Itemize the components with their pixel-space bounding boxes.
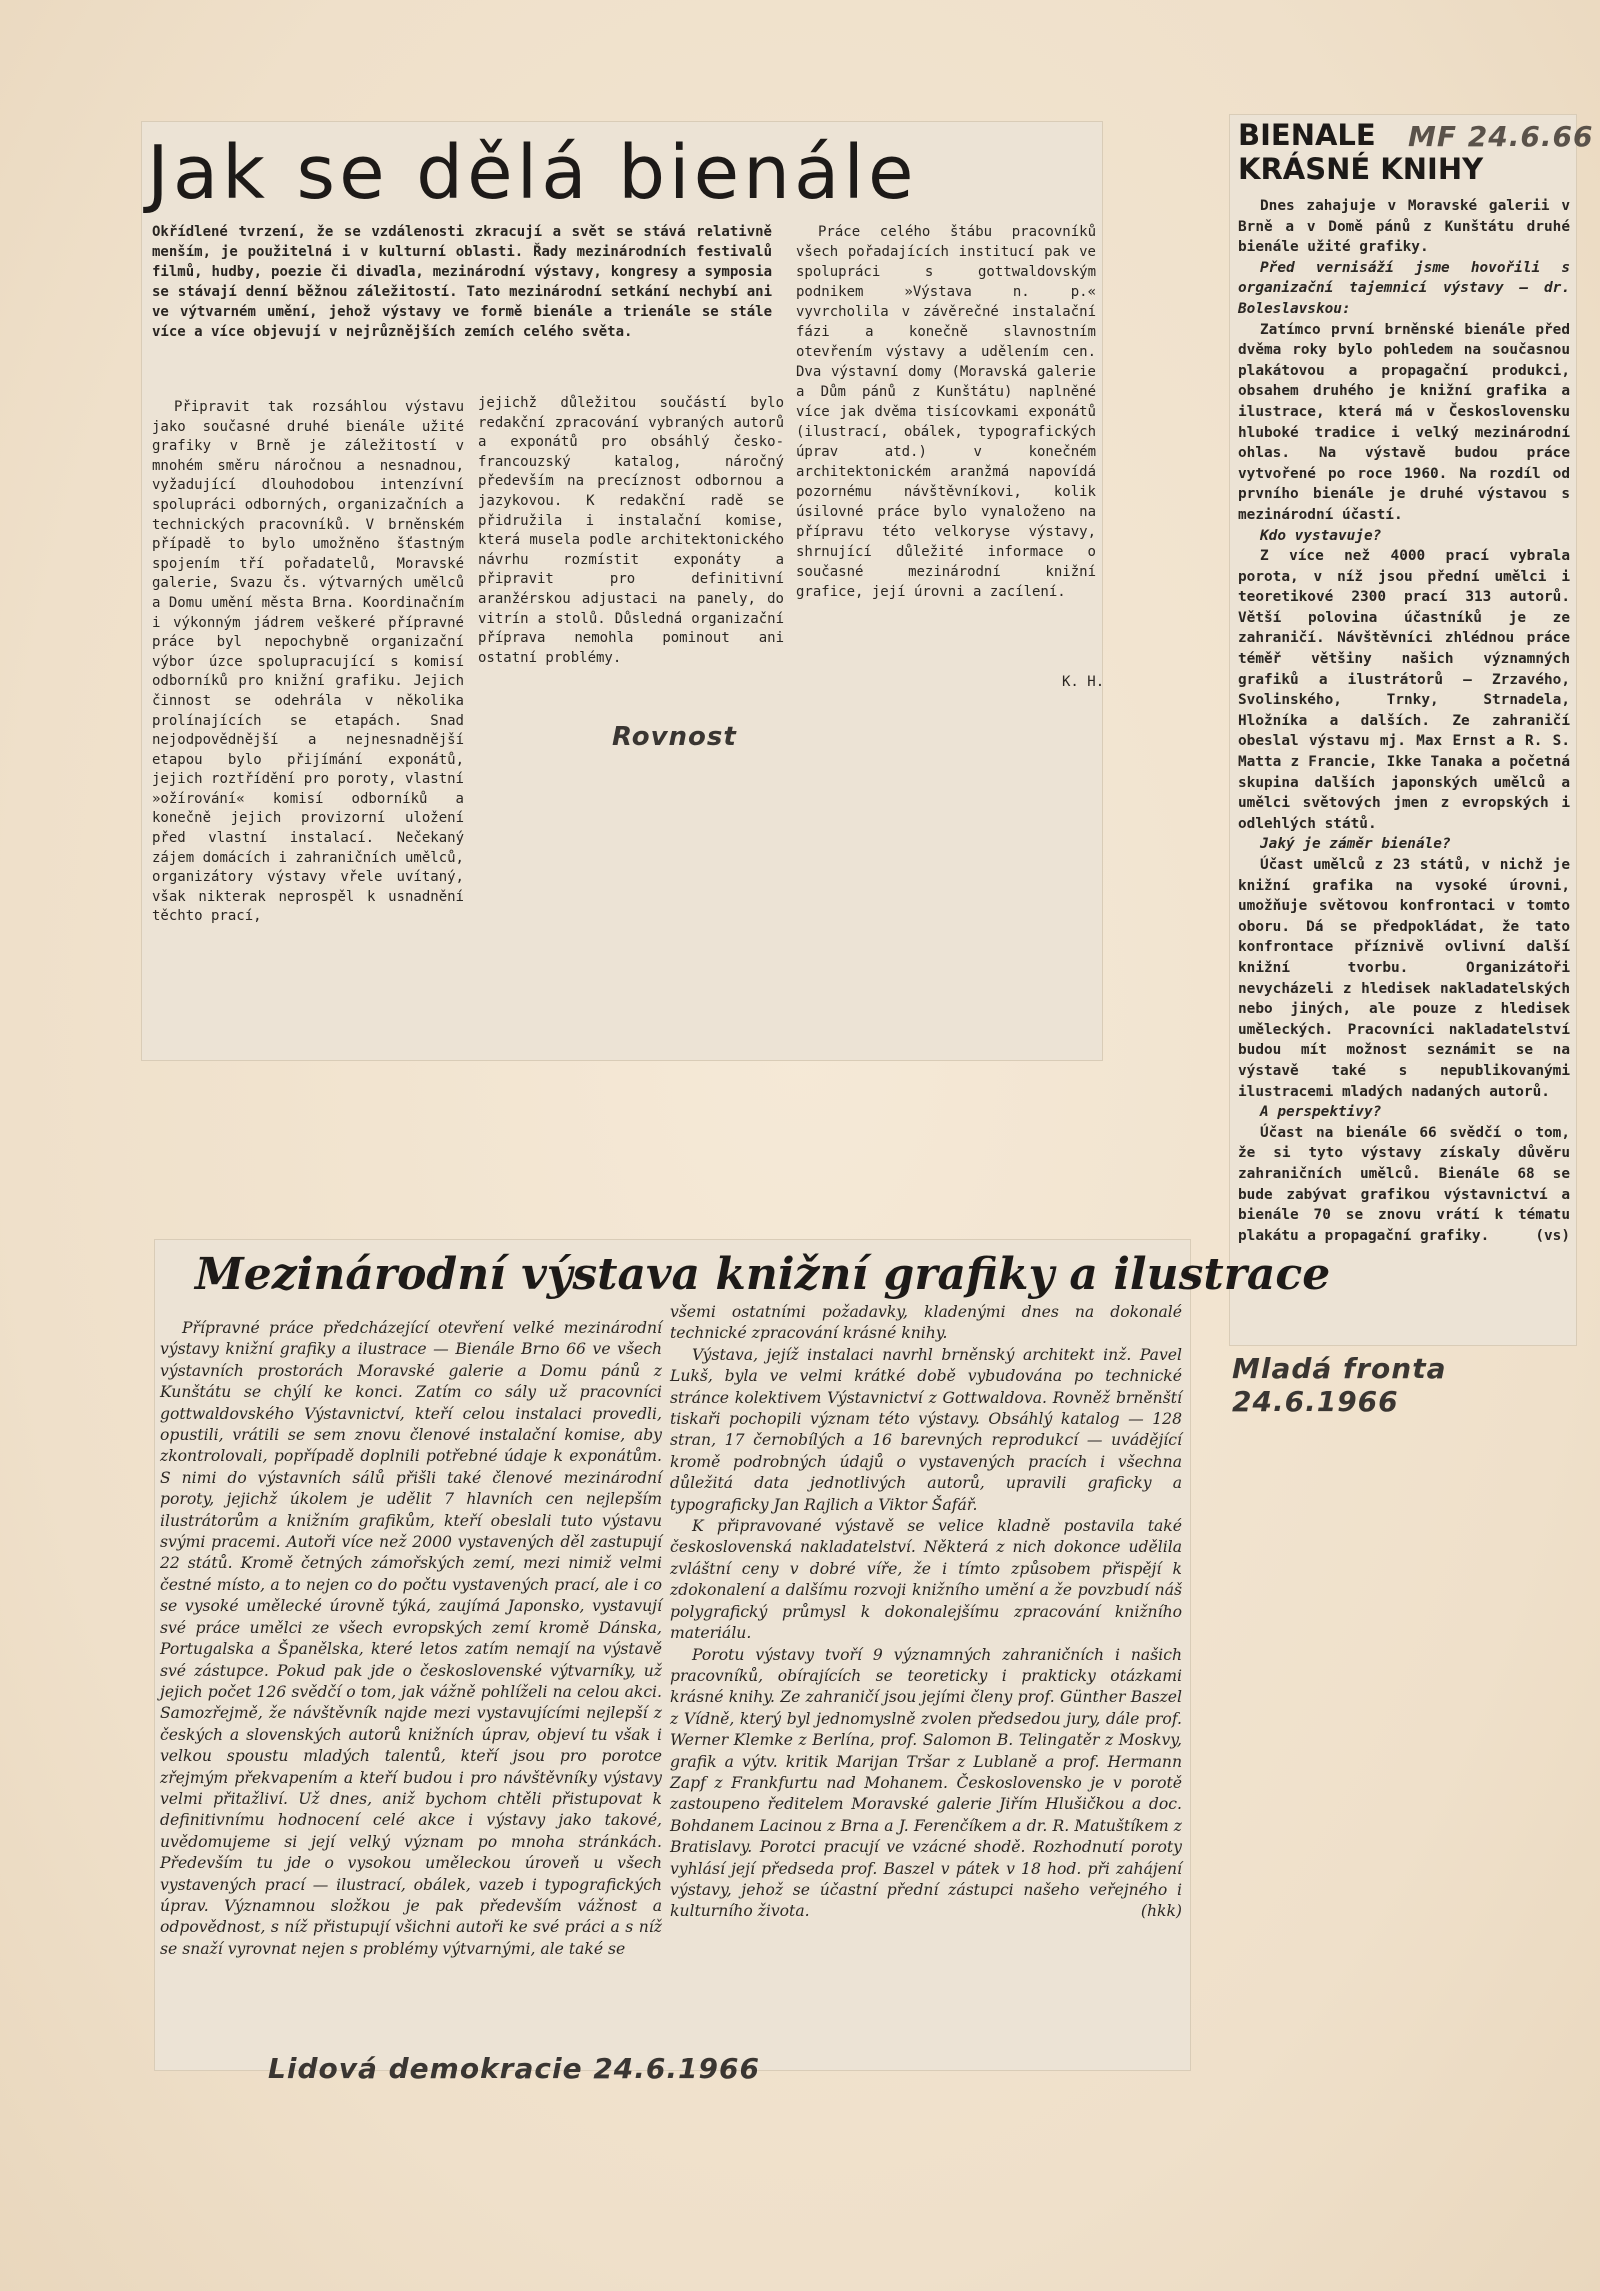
article3-question-2: Kdo vystavuje? [1260,527,1382,544]
article3-answer-2: Z více než 4000 prací vybrala porota, v níž jsou přední umělci i teoretikové 2300 prací 313 autorů. Větší polovina účastníků je ze zahraničí. Návštěvníci zhlédnou práce téměř většiny našich významných grafiků a ilustrátorů — Zrzavého, Svolinského, Trnky, Strnadela, Hložníka a dalších. Ze zahraničí obeslal výstavu mj. Max Ernst a R. S. Matta z Francie, Ikke Tanaka a početná skupina dalších japonských umělců a umělci světových jmen z evropských i odlehlých států. [1238,548,1570,832]
article1-column-2: jejichž důležitou součástí bylo redakční zpracování vybraných autorů a exponátů pro obsáhlý česko-francouzský katalog, náročný především na precíznost odbornou a jazykovou. K redakční radě se přidružila i instalační komise, která musela podle architektonického návrhu rozmístit exponáty a připravit pro definitivní aranžérskou adjustaci na panely, do vitrín a stolů. Důsledná organizační příprava nemohla pominout ani ostatní problémy. [478,395,784,666]
article-title-1: Jak se dělá bienále [147,130,918,216]
article1-column-3: Práce celého štábu pracovníků všech pořadajících institucí pak ve spolupráci s gottwaldovským podnikem »Výstava n. p.« vyvrcholila v závěrečné instalační fázi a konečně slavnostním otevřením výstavy a udělením cen. Dva výstavní domy (Moravská galerie a Dům pánů z Kunštátu) naplněné více jak dvěma tisícovkami exponátů (ilustrací, obálek, typografických úprav atd.) v konečném architektonickém aranžmá napovídá pozornému návštěvníkovi, kolik úsilovné práce bylo vynaloženo na přípravu této velkoryse výstavy, shrnující důležité informace o současné mezinárodní knižní grafice, její úrovni a zacílení. [796,224,1096,600]
article2-col2-a: všemi ostatními požadavky, kladenými dnes na dokonalé technické zpracování krásné knihy. [670,1303,1182,1343]
article3-answer-4-text: Účast na bienále 66 svědčí o tom, že si tyto výstavy získaly důvěru zahraničních umělců. Bienále 68 se bude zabývat grafikou výstavnictví a bienále 70 se znovu vrátí k tématu plakátu a propagační grafiky. [1238,1124,1570,1244]
handwritten-source-mlada-fronta: Mladá fronta 24.6.1966 [1232,1352,1447,1418]
article2-col2-d [670,1645,1182,1923]
article2-signature: (hkk) [1140,1902,1182,1921]
article3-answer-1: Zatímco první brněnské bienále před dvěma roky bylo pohledem na současnou plakátovou a propagační produkci, obsahem druhého je knižní grafika a ilustrace, která má v Československu hluboké tradice i velký mezinárodní ohlas. Na výstavě budou práce vytvořené po roce 1960. Na rozdíl od prvního bienále je druhé výstavou s mezinárodní účastí. [1238,321,1570,523]
article3-body [1238,196,1570,1246]
article-title-2: Mezinárodní výstava knižní grafiky a ilustrace [195,1249,1331,1300]
article2-column-1: Přípravné práce předcházející otevření velké mezinárodní výstavy knižní grafiky a ilustrace — Bienále Brno 66 ve všech výstavních prostorách Moravské galerie a Domu pánů z Kunštátu se chýlí ke konci. Zatím co sály už pracovníci gottwaldovského Výstavnictví, kteří celou instalaci provedli, opustili, vrátili se sem znovu členové instalační komise, aby zkontrolovali, popřípadě doplnili potřebné údaje k exponátům. S nimi do výstavních sálů přišli také členové mezinárodní poroty, jejichž úkolem je udělit 7 hlavních cen nejlepším ilustrátorům a knižním grafikům, kteří obeslali tuto výstavu svými pracemi. Autoři více než 2000 vystavených děl zastupují 22 států. Kromě četných zámořských zemí, mezi nimiž velmi čestné místo, a to nejen co do počtu vystavených prací, ale i co se vysoké umělecké úrovně týká, zaujímá Japonsko, vystavují své práce umělci ze všech evropských zemí kromě Dánska, Portugalska a Španělska, které letos zatím nemají na výstavě své zástupce. Pokud pak jde o československé výtvarníky, už jejich počet 126 svědčí o tom, jak vážně pohlíželi na celou akci. Samozřejmě, že návštěvník najde mezi vystavujícími nejlepší z českých a slovenských autorů knižních úprav, objeví tu však i velkou spoustu mladých talentů, kteří jsou pro porotce zřejmým překvapením a kteří budou i pro návštěvníky výstavy velmi přitažliví. Už dnes, aniž bychom chtěli přistupovat k definitivnímu hodnocení celé akce i výstavy jako takové, uvědomujeme si její velký význam po mnoha stránkách. Především tu jde o vysokou uměleckou úroveň u všech vystavených prací — ilustrací, obálek, vazeb i typografických úprav. Významnou složkou je pak především vážnost a odpovědnost, s níž přistupují všichni autoři ke své práci a s níž se snaží vyrovnat nejen s problémy výtvarnými, ale také se [160,1319,662,1958]
article2-col2-b: Výstava, jejíž instalaci navrhl brněnský architekt inž. Pavel Lukš, byla ve velmi krátké době vybudována po technické stránce kolektivem Výstavnictví z Gottwaldova. Rovněž brněnští tiskaři pochopili význam této výstavy. Obsáhlý katalog — 128 stran, 17 černobílých a 16 barevných reprodukcí — uvádějící kromě podrobných údajů o vystavených pracích i všechna důležitá data jednotlivých autorů, upravili graficky a typograficky Jan Rajlich a Viktor Šafář. [670,1345,1182,1514]
article3-answer-3: Účast umělců z 23 států, v nichž je knižní grafika na vysoké úrovni, umožňuje světovou konfrontaci v tomto oboru. Dá se předpokládat, že tato konfrontace příznivě ovlivní další knižní tvorbu. Organizátoři nevycházeli z hledisek nakladatelských nebo jiných, ale pouze z hledisek uměleckých. Pracovníci nakladatelství budou mít možnost seznámit se na výstavě také s nepublikovanými ilustracemi mladých nadaných autorů. [1238,857,1570,1100]
article-lead: Okřídlené tvrzení, že se vzdálenosti zkracují a svět se stává relativně menším, je použitelná i v kulturní oblasti. Řady mezinárodních festivalů filmů, hudby, poezie či divadla, mezinárodní výstavy, kongresy a symposia se stávají denní běžnou záležitostí. Tato mezinárodní setkání nechybí ani ve výtvarném umění, jehož výstavy ve formě bienále a trienále se stále více a více objevují v nejrůznějších zemích celého světa. [152,224,772,340]
article3-title-line2: KRÁSNÉ KNIHY [1238,152,1484,186]
article3-answer-4 [1238,1123,1570,1247]
article3-signature: (vs) [1535,1227,1570,1244]
article1-signature: K. H. [1062,674,1105,690]
handwritten-tag-mf: MF 24.6.66 [1408,120,1594,153]
article3-question-4: A perspektivy? [1260,1104,1382,1121]
article3-p1: Dnes zahajuje v Moravské galerii v Brně a v Domě pánů z Kunštátu druhé bienále užité grafiky. [1238,198,1570,256]
article2-col2-d-text: Porotu výstavy tvoří 9 významných zahraničních i našich pracovníků, obírajících se teoreticky i prakticky otázkami krásné knihy. Ze zahraničí jsou jejími členy prof. Günther Baszel z Vídně, který byl jednomyslně zvolen předsedou jury, dále prof. Werner Klemke z Berlína, prof. Salomon B. Telingatěr z Moskvy, grafik a výtv. kritik Marijan Tršar z Lublaně a prof. Hermann Zapf z Frankfurtu nad Mohanem. Československo je v porotě zastoupeno ředitelem Moravské galerie Jiřím Hlušičkou a doc. Bohdanem Lacinou z Brna a J. Ferenčíkem a dr. R. Matuštíkem z Bratislavy. Porotci pracují ve vzácné shodě. Rozhodnutí poroty vyhlásí její předseda prof. Baszel v pátek v 18 hod. při zahájení výstavy, jehož se účastní přední zástupci našeho veřejného i kulturního života. [670,1645,1182,1921]
article2-column-2 [670,1302,1182,1923]
article3-question-3: Jaký je záměr bienále? [1260,836,1451,853]
article1-column-1: Připravit tak rozsáhlou výstavu jako současné druhé bienále užité grafiky v Brně je záležitostí v mnohém směru náročnou a nesnadnou, vyžadující dlouhodobou intenzívní spolupráci odborných, organizačních a technických pracovníků. V brněnském případě to bylo umožněno šťastným spojením tří pořadatelů, Moravské galerie, Svazu čs. výtvarných umělců a Domu umění města Brna. Koordinačním i výkonným jádrem veškeré přípravné práce byl nepochybně organizační výbor úzce spolupracující s komisí odborníků pro knižní grafiku. Jejich činnost se odehrála v několika prolínajících se etapách. Snad nejodpovědnější a nejnesnadnější etapou bylo přijímání exponátů, jejich roztřídění pro poroty, vlastní »ožírování« komisí odborníků a konečně jejich provizorní uložení před vlastní instalací. Nečekaný zájem domácích i zahraničních umělců, organizátory výstavy vřele uvítaný, však nikterak neprospěl k usnadnění těchto prací, [152,399,464,925]
article2-col2-c: K připravované výstavě se velice kladně postavila také československá nakladatelství. Některá z nich dokonce udělila zvláštní ceny v dobré víře, že i tímto způsobem přispějí k zdokonalení a dalšímu rozvoji knižního umění a že povzbudí náš polygrafický průmysl k dokonalejšímu zpracování knižního materiálu. [670,1517,1182,1643]
handwritten-source-lidova-demokracie: Lidová demokracie 24.6.1966 [268,2052,760,2085]
handwritten-source-rovnost: Rovnost [612,722,737,752]
article3-question-1: Před vernisáží jsme hovořili s organizační tajemnicí výstavy — dr. Boleslavskou: [1238,259,1570,317]
article3-title-line1: BIENALE [1238,118,1376,152]
